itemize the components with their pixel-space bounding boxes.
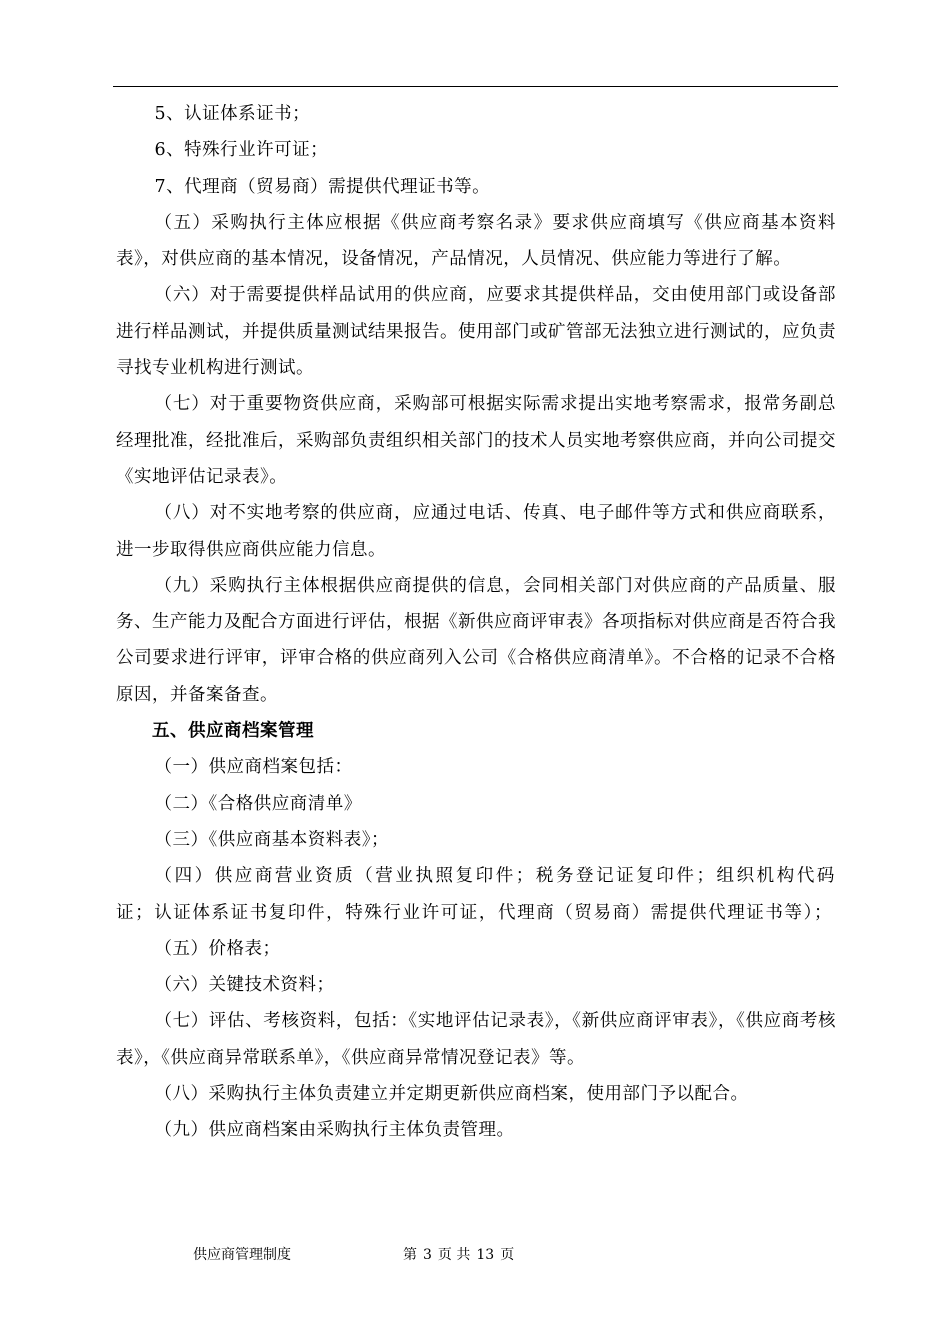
footer-page-prefix: 第	[403, 1247, 417, 1263]
paragraph-item-5: 5、认证体系证书；	[154, 104, 311, 124]
paragraph-item-6: 6、特殊行业许可证；	[154, 140, 329, 161]
footer-page-suffix: 页	[500, 1247, 515, 1263]
archive-item-9: （九）供应商档案由采购执行主体负责管理。	[154, 1120, 515, 1141]
paragraph-7: （七）对于重要物资供应商，采购部可根据实际需求提出实地考察需求，报常务副总经理批准，经批准后，采购部负责组织相关部门的技术人员实地考察供应商，并向公司提交《实地评估记录表》。	[116, 394, 836, 487]
archive-item-1: （一）供应商档案包括：	[154, 757, 353, 778]
document-body	[116, 96, 836, 1149]
archive-item-3: （三）《供应商基本资料表》；	[154, 829, 389, 850]
archive-item-8: （八）采购执行主体负责建立并定期更新供应商档案，使用部门予以配合。	[154, 1084, 749, 1105]
paragraph-item-7: 7、代理商（贸易商）需提供代理证书等。	[154, 176, 491, 197]
paragraph-8: （八）对不实地考察的供应商，应通过电话、传真、电子邮件等方式和供应商联系，进一步取得供应商供应能力信息。	[116, 503, 836, 560]
footer-total-pages: 13	[476, 1247, 495, 1263]
footer-page-info	[400, 1246, 517, 1264]
paragraph-9: （九）采购执行主体根据供应商提供的信息，会同相关部门对供应商的产品质量、服务、生产能力及配合方面进行评估，根据《新供应商评审表》各项指标对供应商是否符合我公司要求进行评审，评审合格的供应商列入公司《合格供应商清单》。不合格的记录不合格原因，并备案备查。	[116, 575, 836, 705]
header-rule	[113, 86, 838, 87]
footer-doc-title: 供应商管理制度	[193, 1247, 291, 1263]
archive-item-2: （二）《合格供应商清单》	[154, 793, 362, 814]
footer-page-number: 3	[423, 1247, 432, 1263]
archive-item-7: （七）评估、考核资料，包括：《实地评估记录表》，《新供应商评审表》，《供应商考核表》，《供应商异常联系单》，《供应商异常情况登记表》等。	[116, 1011, 836, 1068]
archive-item-4: （四）供应商营业资质（营业执照复印件；税务登记证复印件；组织机构代码证；认证体系证书复印件，特殊行业许可证，代理商（贸易商）需提供代理证书等）；	[116, 866, 836, 923]
section-heading: 五、供应商档案管理	[152, 721, 314, 742]
paragraph-5: （五）采购执行主体应根据《供应商考察名录》要求供应商填写《供应商基本资料表》，对供应商的基本情况，设备情况，产品情况，人员情况、供应能力等进行了解。	[116, 212, 836, 270]
footer-page-mid: 页 共	[437, 1247, 471, 1263]
archive-item-6: （六）关键技术资料；	[154, 975, 335, 996]
paragraph-6: （六）对于需要提供样品试用的供应商，应要求其提供样品，交由使用部门或设备部进行样品测试，并提供质量测试结果报告。使用部门或矿管部无法独立进行测试的，应负责寻找专业机构进行测试。	[116, 285, 836, 379]
archive-item-5: （五）价格表；	[154, 938, 281, 959]
